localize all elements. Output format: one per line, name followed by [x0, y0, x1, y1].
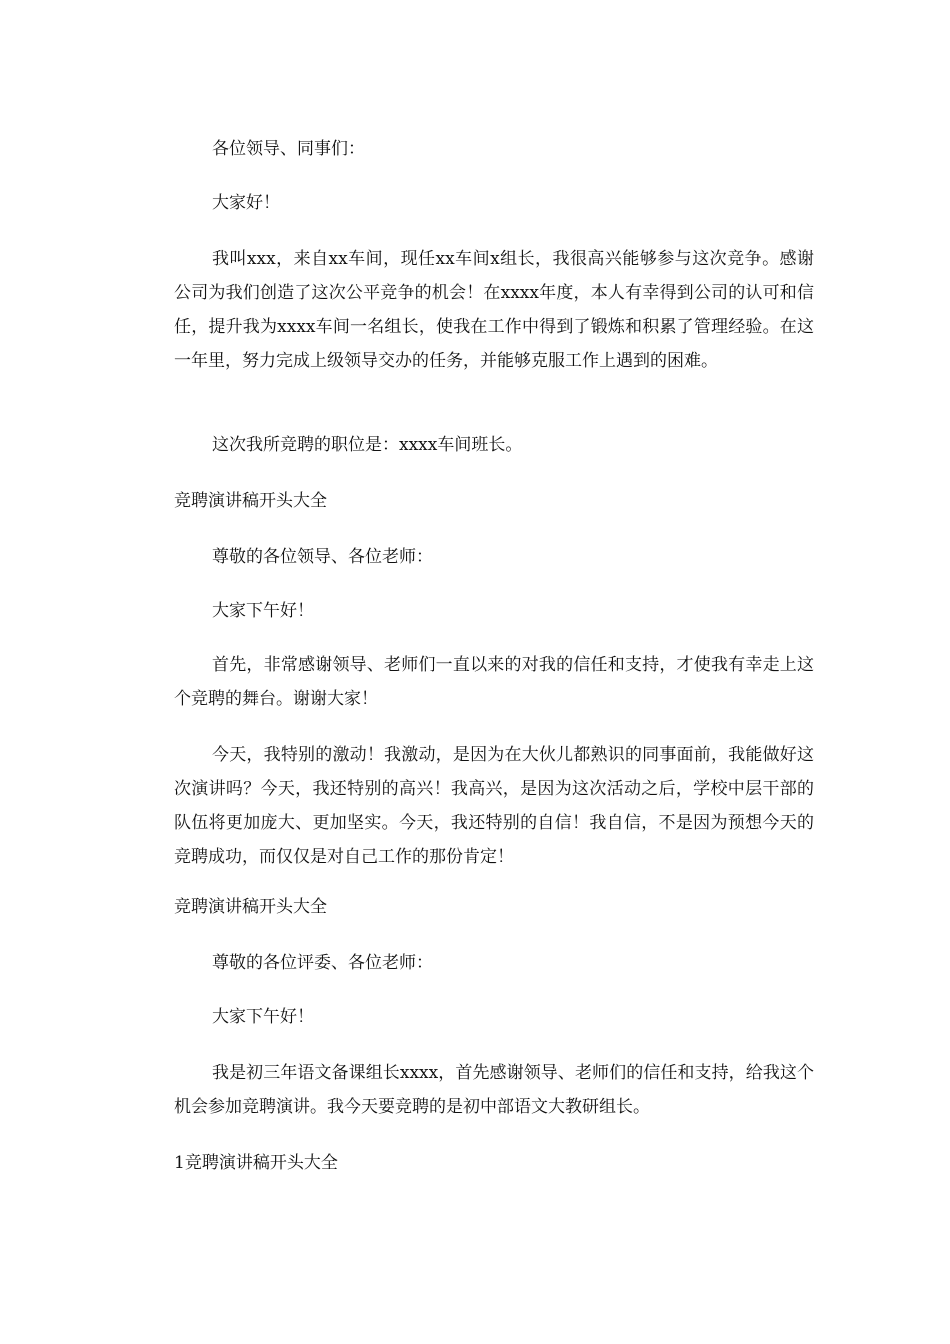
section-heading: 竞聘演讲稿开头大全 [174, 491, 327, 511]
greeting-paragraph: 大家下午好！ [212, 601, 314, 621]
salutation-paragraph: 尊敬的各位评委、各位老师： [212, 953, 433, 973]
intro-paragraph: 我是初三年语文备课组长xxxx，首先感谢领导、老师们的信任和支持，给我这个机会参加竞聘演讲。我今天要竞聘的是初中部语文大教研组长。 [174, 1063, 814, 1117]
greeting-paragraph: 大家下午好！ [212, 1007, 314, 1027]
section-heading: 竞聘演讲稿开头大全 [174, 897, 327, 917]
thanks-paragraph: 首先，非常感谢领导、老师们一直以来的对我的信任和支持，才使我有幸走上这个竞聘的舞台。谢谢大家！ [174, 655, 814, 709]
position-paragraph: 这次我所竞聘的职位是：xxxx车间班长。 [212, 435, 523, 455]
speech-body-paragraph: 今天，我特别的激动！我激动，是因为在大伙儿都熟识的同事面前，我能做好这次演讲吗？今天，我还特别的高兴！我高兴，是因为这次活动之后，学校中层干部的队伍将更加庞大、更加坚实。今天，我还特别的自信！我自信，不是因为预想今天的竞聘成功，而仅仅是对自己工作的那份肯定！ [174, 745, 814, 867]
salutation-paragraph: 尊敬的各位领导、各位老师： [212, 547, 433, 567]
greeting-paragraph: 大家好！ [212, 193, 280, 213]
intro-paragraph: 我叫xxx，来自xx车间，现任xx车间x组长，我很高兴能够参与这次竞争。感谢公司为我们创造了这次公平竞争的机会！在xxxx年度，本人有幸得到公司的认可和信任，提升我为xxxx车间一名组长，使我在工作中得到了锻炼和积累了管理经验。在这一年里，努力完成上级领导交办的任务，并能够克服工作上遇到的困难。 [174, 249, 814, 371]
section-heading: 1竞聘演讲稿开头大全 [174, 1153, 338, 1173]
salutation-paragraph: 各位领导、同事们： [212, 139, 365, 159]
